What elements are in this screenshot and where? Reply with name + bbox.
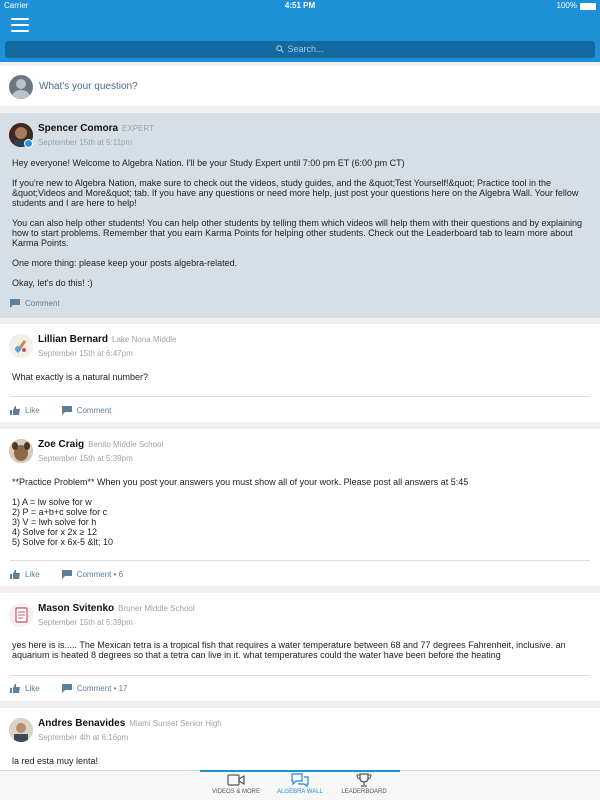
avatar[interactable]	[9, 439, 33, 463]
search-placeholder: Search...	[287, 44, 324, 54]
post-body	[12, 477, 590, 547]
thumbs-up-icon	[10, 570, 20, 579]
post-body	[12, 158, 590, 298]
verified-badge-icon	[24, 139, 33, 148]
author-school: Benito Middle School	[88, 440, 164, 449]
post-card	[0, 429, 600, 586]
divider	[10, 560, 590, 561]
post-date: September 4th at 6:16pm	[38, 733, 129, 742]
post-body	[12, 372, 590, 382]
like-button[interactable]	[10, 570, 40, 579]
nav-bar	[0, 12, 600, 62]
author-name[interactable]: Andres Benavides	[38, 718, 126, 729]
post-paragraph: 5) Solve for x 6x-5 &lt; 10	[12, 537, 114, 547]
comment-icon	[10, 299, 20, 308]
like-button[interactable]	[10, 406, 40, 415]
post-paragraph: **Practice Problem** When you post your answers you must show all of your work. Please post all answers at 5:45	[12, 477, 469, 487]
post-actions	[10, 406, 111, 415]
post-body	[12, 756, 590, 766]
hamburger-menu-icon[interactable]	[11, 18, 29, 32]
battery-percent: 100%	[556, 1, 577, 10]
comment-label: Comment • 17	[76, 684, 128, 693]
comment-button[interactable]	[62, 570, 123, 579]
post-paragraph: 2) P = a+b+c solve for c	[12, 507, 108, 517]
bottom-tab-bar	[0, 770, 600, 800]
post-paragraph: What exactly is a natural number?	[12, 372, 149, 382]
comment-label: Comment	[25, 299, 60, 308]
user-avatar	[9, 75, 33, 99]
comment-button[interactable]	[62, 684, 128, 693]
post-card	[0, 113, 600, 318]
author-school: Lake Nona Middle	[112, 335, 177, 344]
author-name[interactable]: Spencer Comora	[38, 123, 119, 134]
trophy-icon	[355, 773, 373, 787]
post-actions	[10, 684, 128, 693]
search-icon	[276, 45, 284, 53]
search-input[interactable]	[5, 41, 595, 58]
author-school: Miami Sunset Senior High	[129, 719, 222, 728]
battery-indicator	[557, 0, 596, 12]
post-header	[38, 439, 163, 450]
author-name[interactable]: Lillian Bernard	[38, 334, 109, 345]
post-body	[12, 640, 590, 660]
post-header	[38, 123, 154, 134]
author-school: Bruner Middle School	[118, 604, 195, 613]
clock: 4:51 PM	[284, 1, 316, 10]
post-paragraph: 3) V = lwh solve for h	[12, 517, 97, 527]
carrier-label: Carrier	[4, 1, 29, 10]
comment-button[interactable]	[62, 406, 112, 415]
post-card	[0, 593, 600, 701]
post-actions	[10, 299, 60, 308]
author-name[interactable]: Zoe Craig	[38, 439, 85, 450]
comment-button[interactable]	[10, 299, 60, 308]
comment-label: Comment • 6	[76, 570, 124, 579]
tab-leaderboard[interactable]	[314, 773, 414, 795]
thumbs-up-icon	[10, 684, 20, 693]
comment-icon	[62, 406, 72, 415]
active-tab-indicator	[200, 770, 400, 772]
post-card	[0, 708, 600, 770]
author-subtitle: EXPERT	[122, 124, 154, 133]
post-card	[0, 324, 600, 422]
tab-label: ALGEBRA WALL	[277, 789, 323, 795]
comment-label: Comment	[76, 406, 112, 415]
post-date: September 15th at 5:39pm	[38, 618, 133, 627]
thumbs-up-icon	[10, 406, 20, 415]
post-date: September 15th at 5:39pm	[38, 454, 133, 463]
post-date: September 15th at 6:47pm	[38, 349, 133, 358]
author-name[interactable]: Mason Svitenko	[38, 603, 115, 614]
like-button[interactable]	[10, 684, 40, 693]
like-label: Like	[25, 684, 40, 693]
like-label: Like	[25, 406, 40, 415]
avatar[interactable]	[9, 603, 33, 627]
post-paragraph: You can also help other students! You can help other students by telling them which videos will help them with their questions and by explaining how to start problems. Remember that you earn Karma Points for helping other students. Check out the Leaderboard tab to learn more about Karma Points.	[12, 218, 583, 248]
post-paragraph: Okay, let's do this! :)	[12, 278, 93, 288]
post-paragraph: Hey everyone! Welcome to Algebra Nation. I'll be your Study Expert until 7:00 pm ET (6:00 pm CT)	[12, 158, 405, 168]
tab-label: LEADERBOARD	[341, 789, 387, 795]
post-actions	[10, 570, 123, 579]
battery-icon	[580, 3, 596, 10]
post-header	[38, 334, 177, 345]
post-paragraph: 1) A = lw solve for w	[12, 497, 92, 507]
video-camera-icon	[227, 773, 245, 787]
ask-question-bar[interactable]	[0, 66, 600, 106]
question-placeholder: What's your question?	[39, 81, 138, 92]
post-paragraph: One more thing: please keep your posts algebra-related.	[12, 258, 238, 268]
post-paragraph: yes here is is..... The Mexican tetra is a tropical fish that requires a water temperature between 68 and 77 degrees Fahrenheit, inclusive. an aquarium is heated 8 degrees so that a tetra can live in it. what temperatures could the water have been before the heating	[12, 640, 566, 660]
post-header	[38, 718, 222, 729]
avatar[interactable]	[9, 718, 33, 742]
post-paragraph: 4) Solve for x 2x ≥ 12	[12, 527, 97, 537]
post-date: September 15th at 5:11pm	[38, 138, 133, 147]
divider	[10, 396, 590, 397]
comment-icon	[62, 570, 72, 579]
status-bar	[0, 0, 600, 12]
chat-bubbles-icon	[291, 773, 309, 787]
like-label: Like	[25, 570, 40, 579]
avatar[interactable]	[9, 334, 33, 358]
post-paragraph: If you're new to Algebra Nation, make sure to check out the videos, study guides, and the &quot;Test Yourself!&quot; Practice tool in the &quot;Videos and More&quot; tab. If you have any questions or need more help, just post your questions here on the Algebra Wall. Your fellow students and I are here to help!	[12, 178, 579, 208]
divider	[10, 675, 590, 676]
post-paragraph: la red esta muy lenta!	[12, 756, 99, 766]
comment-icon	[62, 684, 72, 693]
tab-label: VIDEOS & MORE	[211, 789, 260, 795]
post-header	[38, 603, 195, 614]
